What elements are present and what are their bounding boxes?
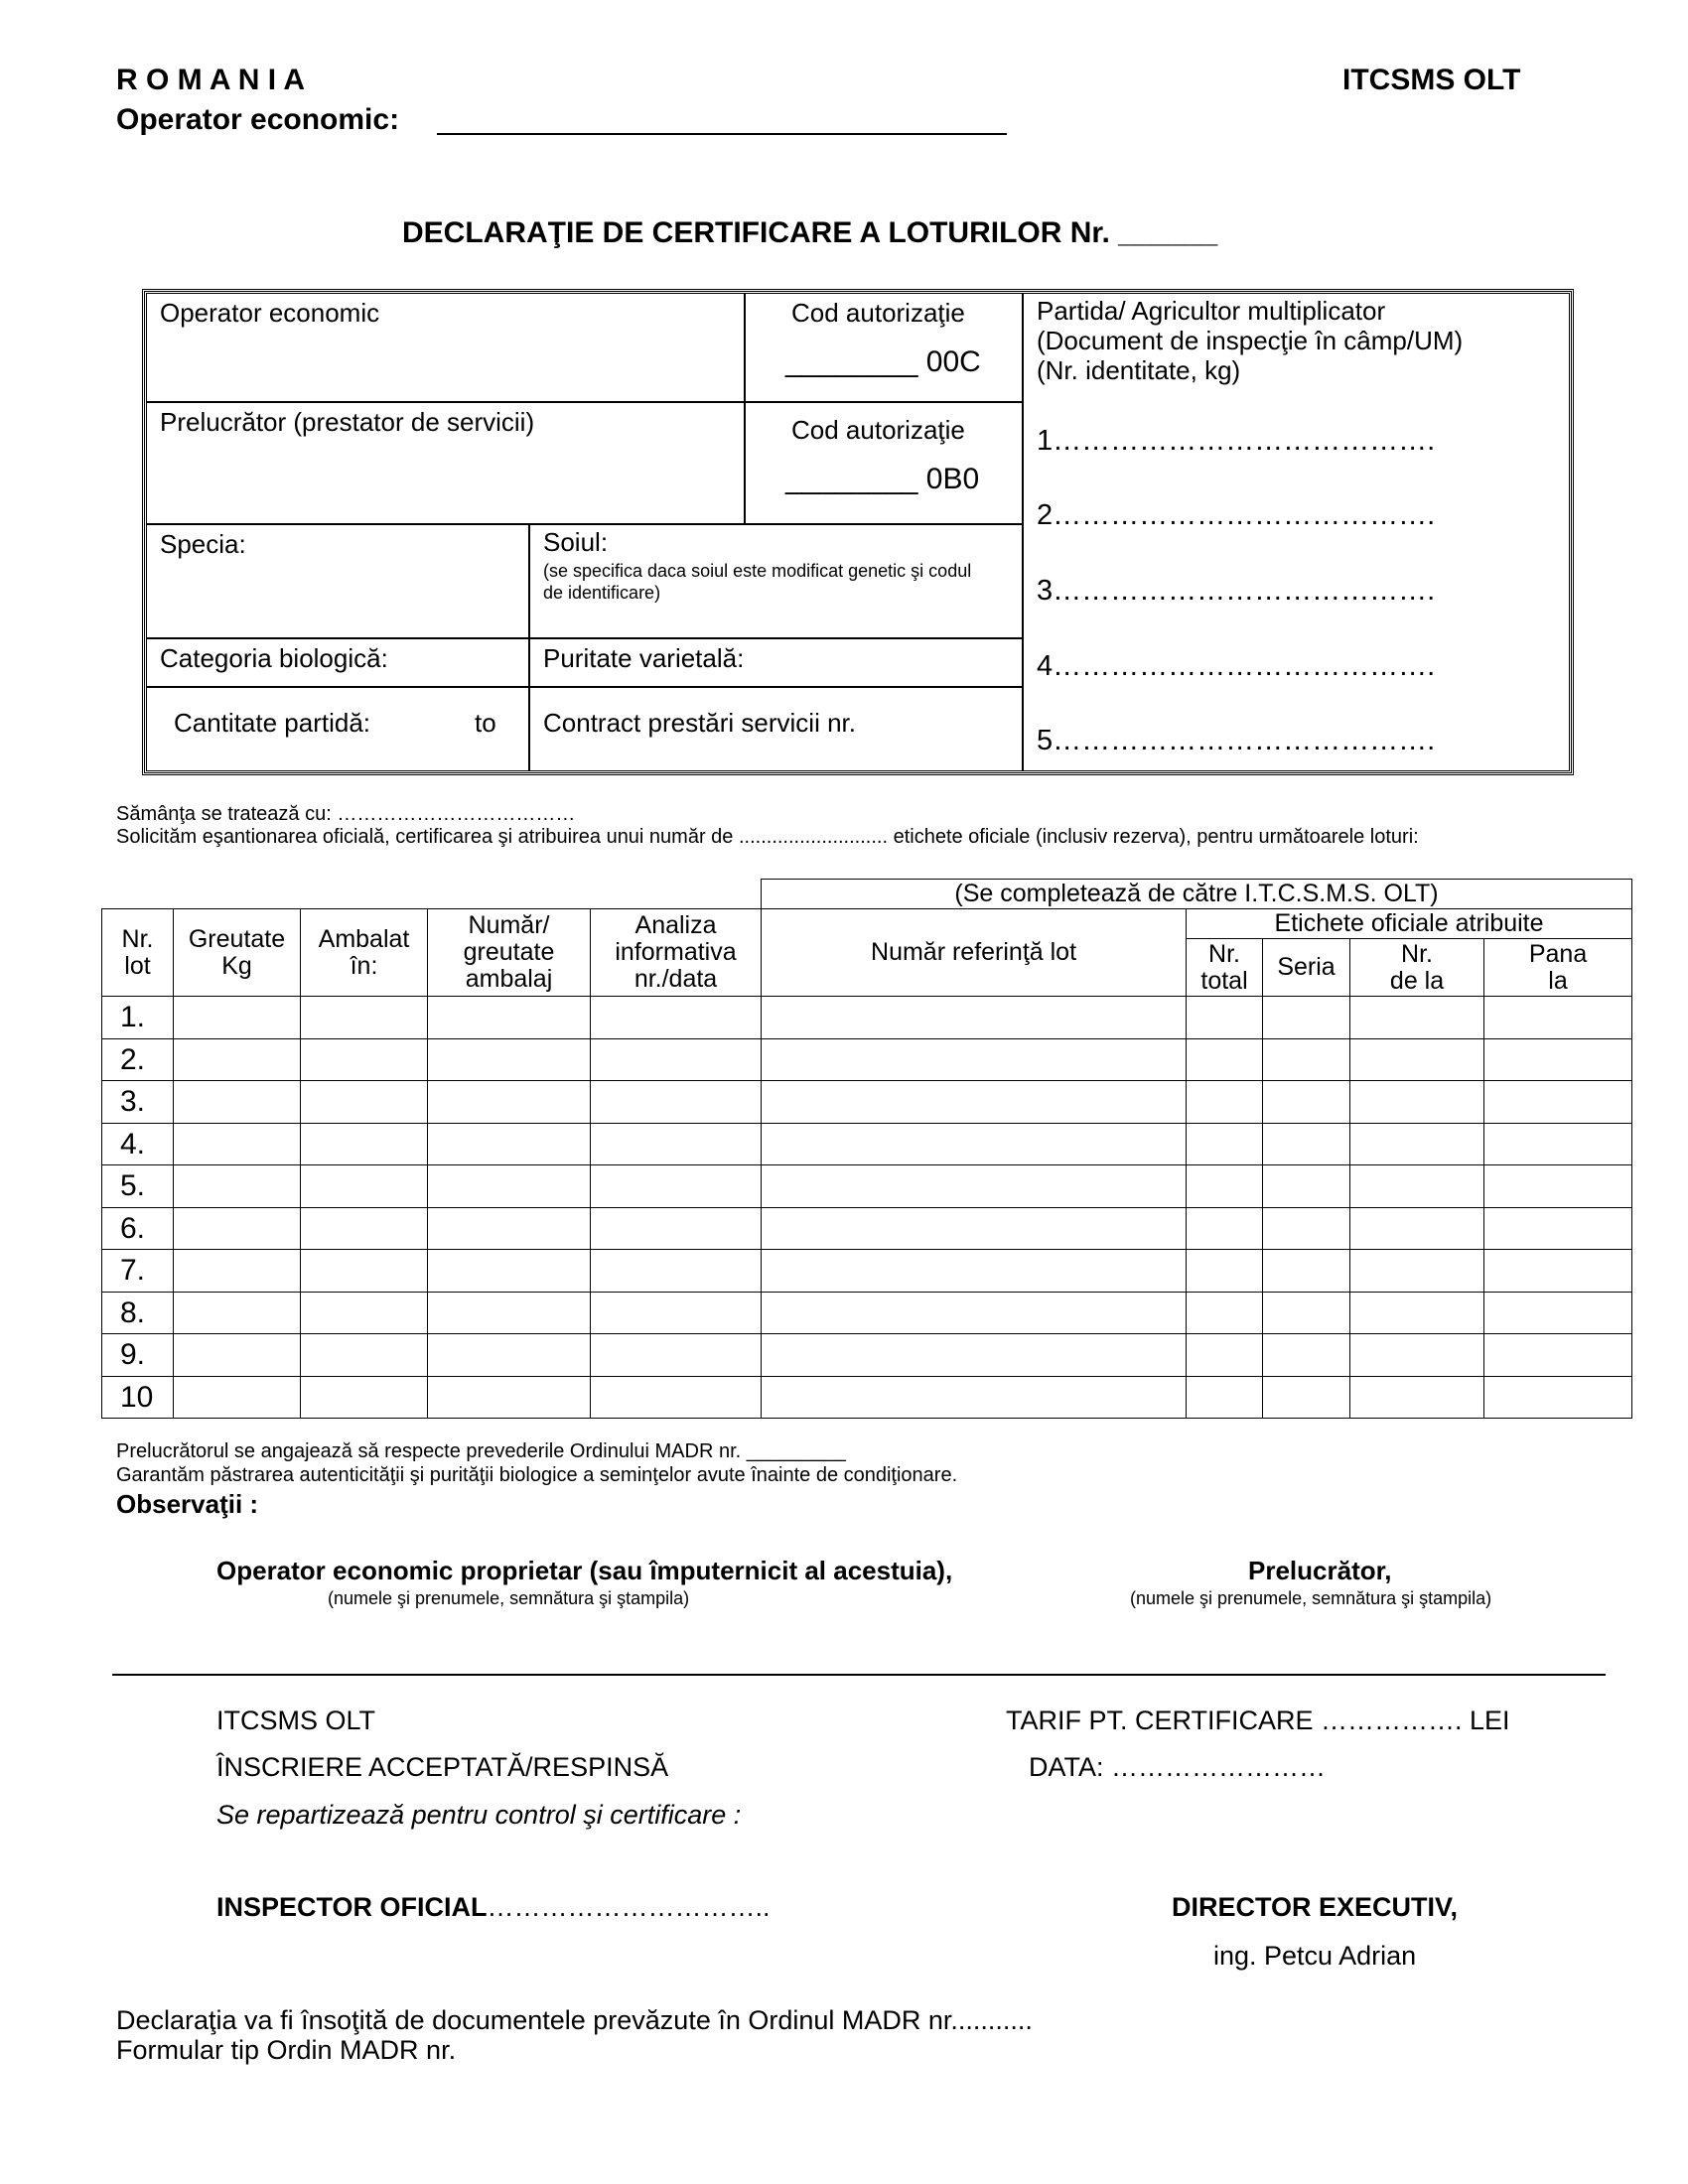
table-cell[interactable] (1484, 1165, 1632, 1208)
table-cell[interactable] (1484, 1250, 1632, 1293)
processor-signature-label: Prelucrător, (1248, 1556, 1392, 1585)
cantitate-unit: to (475, 708, 496, 738)
table-cell[interactable] (1484, 997, 1632, 1039)
table-cell[interactable] (1350, 1165, 1484, 1208)
partida-item-2: 2…………………………………. (1037, 499, 1436, 531)
cod-autorizatie-1-value: ________ 00C (785, 345, 981, 378)
table-cell[interactable] (174, 997, 301, 1039)
table-cell[interactable] (762, 997, 1187, 1039)
table-cell[interactable] (301, 1207, 428, 1250)
table-cell[interactable] (428, 997, 591, 1039)
table-cell[interactable] (1484, 1081, 1632, 1124)
col-ambalat: Ambalat în: (301, 909, 428, 997)
cod-autorizatie-1-cell[interactable] (745, 293, 1023, 402)
cod-autorizatie-2-value: ________ 0B0 (785, 463, 980, 495)
table-cell[interactable] (762, 1376, 1187, 1419)
col-nr-de-la: Nr. de la (1350, 939, 1484, 997)
table-cell[interactable] (428, 1123, 591, 1165)
table-row (102, 1292, 1632, 1334)
col-nr-lot: Nr. lot (102, 909, 174, 997)
prelucrator-cell[interactable] (146, 402, 745, 524)
lot-number: 2. (102, 1038, 174, 1081)
table-cell[interactable] (428, 1292, 591, 1334)
table-cell[interactable] (1187, 1376, 1263, 1419)
inspector-oficial (216, 1892, 771, 1923)
inscriere-status: ÎNSCRIERE ACCEPTATĂ/RESPINSĂ (216, 1752, 669, 1782)
table-cell[interactable] (591, 1123, 762, 1165)
owner-signature-label: Operator economic proprietar (sau împuternicit al acestuia), (216, 1556, 953, 1585)
partida-label-1: Partida/ Agricultor multiplicator (1037, 296, 1386, 326)
partida-label-3: (Nr. identitate, kg) (1037, 355, 1241, 385)
guarantee-note: Garantăm păstrarea autenticităţii şi purităţii biologice a seminţelor avute înainte de condiţionare. (116, 1464, 958, 1486)
cod-autorizatie-2-cell[interactable] (745, 402, 1023, 524)
lot-number: 8. (102, 1292, 174, 1334)
table-cell[interactable] (1187, 997, 1263, 1039)
lot-number: 5. (102, 1165, 174, 1208)
table-row (102, 1165, 1632, 1208)
etichete-header: Etichete oficiale atribuite (1187, 909, 1632, 939)
lot-number: 3. (102, 1081, 174, 1124)
partida-label-2: (Document de inspecţie în câmp/UM) (1037, 326, 1464, 355)
table-row (102, 1207, 1632, 1250)
commit-note: Prelucrătorul se angajează să respecte prevederile Ordinului MADR nr. _________ (116, 1440, 846, 1462)
lot-number: 10 (102, 1376, 174, 1419)
table-cell[interactable] (174, 1081, 301, 1124)
table-cell[interactable] (1350, 1250, 1484, 1293)
table-cell[interactable] (1187, 1292, 1263, 1334)
table-cell[interactable] (1350, 997, 1484, 1039)
cantitate-label: Cantitate partidă: (174, 708, 371, 738)
director-label: DIRECTOR EXECUTIV, (1172, 1892, 1459, 1922)
table-cell[interactable] (301, 1123, 428, 1165)
table-cell[interactable] (591, 1081, 762, 1124)
lot-number: 7. (102, 1250, 174, 1293)
specia-cell[interactable] (146, 524, 529, 638)
table-cell[interactable] (1350, 1123, 1484, 1165)
table-cell[interactable] (762, 1081, 1187, 1124)
table-row (102, 1376, 1632, 1419)
table-cell[interactable] (591, 997, 762, 1039)
table-cell[interactable] (1263, 1123, 1350, 1165)
col-nr-total: Nr. total (1187, 939, 1263, 997)
table-cell[interactable] (1263, 1207, 1350, 1250)
table-cell[interactable] (762, 1334, 1187, 1377)
office-itcsms: ITCSMS OLT (216, 1706, 376, 1735)
table-cell[interactable] (1263, 1292, 1350, 1334)
table-cell[interactable] (1187, 1250, 1263, 1293)
table-cell[interactable] (1484, 1123, 1632, 1165)
table-cell[interactable] (1187, 1123, 1263, 1165)
inspector-dots: ………………………….. (487, 1892, 771, 1922)
operator-economic-cell-label: Operator economic (160, 298, 380, 328)
table-cell[interactable] (174, 1038, 301, 1081)
table-cell[interactable] (591, 1038, 762, 1081)
table-cell[interactable] (591, 1376, 762, 1419)
inspector-label: INSPECTOR OFICIAL (216, 1892, 488, 1922)
itcsms-header: (Se completează de către I.T.C.S.M.S. OLT) (762, 880, 1632, 909)
table-cell[interactable] (301, 1038, 428, 1081)
table-cell[interactable] (1350, 1334, 1484, 1377)
specia-label: Specia: (160, 529, 246, 559)
table-row (102, 1081, 1632, 1124)
table-cell[interactable] (1263, 1334, 1350, 1377)
director-name: ing. Petcu Adrian (1213, 1941, 1417, 1971)
table-cell[interactable] (174, 1334, 301, 1377)
institution-label: ITCSMS OLT (1342, 64, 1521, 96)
table-row (102, 1250, 1632, 1293)
table-cell[interactable] (591, 1250, 762, 1293)
country-label: R O M A N I A (116, 64, 305, 96)
table-cell[interactable] (1263, 1250, 1350, 1293)
table-cell[interactable] (1350, 1081, 1484, 1124)
table-cell[interactable] (1187, 1038, 1263, 1081)
table-cell[interactable] (301, 1292, 428, 1334)
table-cell[interactable] (301, 1081, 428, 1124)
table-blank-corner (102, 880, 762, 909)
table-cell[interactable] (174, 1165, 301, 1208)
closing-line-1: Declaraţia va fi însoţită de documentele prevăzute în Ordinul MADR nr........... (116, 2005, 1033, 2035)
cod-autorizatie-2-label: Cod autorizaţie (791, 415, 965, 445)
table-cell[interactable] (174, 1376, 301, 1419)
col-analiza: Analiza informativa nr./data (591, 909, 762, 997)
table-cell[interactable] (428, 1207, 591, 1250)
table-cell[interactable] (1263, 997, 1350, 1039)
table-cell[interactable] (174, 1123, 301, 1165)
soiul-note-2: de identificare) (543, 583, 661, 603)
lot-number: 4. (102, 1123, 174, 1165)
closing-line-2: Formular tip Ordin MADR nr. (116, 2035, 457, 2065)
table-row (102, 1334, 1632, 1377)
table-cell[interactable] (591, 1292, 762, 1334)
table-cell[interactable] (762, 1207, 1187, 1250)
table-cell[interactable] (1484, 1038, 1632, 1081)
puritate-label: Puritate varietală: (543, 643, 745, 673)
table-cell[interactable] (428, 1334, 591, 1377)
table-row (102, 1123, 1632, 1165)
col-numar-referinta: Număr referinţă lot (762, 909, 1187, 997)
table-row (102, 997, 1632, 1039)
processor-signature-note: (numele şi prenumele, semnătura şi ştampila) (1130, 1588, 1492, 1608)
lot-number: 9. (102, 1334, 174, 1377)
table-cell[interactable] (1350, 1207, 1484, 1250)
table-cell[interactable] (1187, 1207, 1263, 1250)
table-cell[interactable] (301, 1334, 428, 1377)
contract-label: Contract prestări servicii nr. (543, 708, 856, 738)
table-cell[interactable] (1187, 1081, 1263, 1124)
col-greutate: Greutate Kg (174, 909, 301, 997)
table-cell[interactable] (762, 1038, 1187, 1081)
table-cell[interactable] (1484, 1207, 1632, 1250)
contract-cell[interactable] (529, 687, 1023, 771)
col-numar-greutate: Număr/ greutate ambalaj (428, 909, 591, 997)
table-cell[interactable] (301, 997, 428, 1039)
soiul-note-1: (se specifica daca soiul este modificat genetic şi codul (543, 561, 972, 581)
col-pana-la: Pana la (1484, 939, 1632, 997)
partida-cell[interactable] (1023, 293, 1570, 771)
categoria-cell[interactable] (146, 638, 529, 687)
operator-economic-cell[interactable] (146, 293, 745, 402)
lot-number: 1. (102, 997, 174, 1039)
table-cell[interactable] (762, 1250, 1187, 1293)
table-row (102, 1038, 1632, 1081)
table-cell[interactable] (1350, 1038, 1484, 1081)
table-cell[interactable] (428, 1376, 591, 1419)
partida-item-3: 3…………………………………. (1037, 575, 1436, 607)
request-note: Solicităm eşantionarea oficială, certificarea şi atribuirea unui număr de ........................... etichete oficiale (inclusiv rezerva), pentru următoarele loturi: (116, 826, 1419, 848)
partida-item-4: 4…………………………………. (1037, 650, 1436, 682)
prelucrator-label: Prelucrător (prestator de servicii) (160, 407, 535, 437)
table-cell[interactable] (762, 1123, 1187, 1165)
partida-item-1: 1…………………………………. (1037, 425, 1436, 457)
owner-signature-note: (numele şi prenumele, semnătura şi ştampila) (328, 1588, 690, 1608)
table-cell[interactable] (1350, 1292, 1484, 1334)
table-cell[interactable] (1187, 1334, 1263, 1377)
table-cell[interactable] (428, 1081, 591, 1124)
categoria-label: Categoria biologică: (160, 643, 388, 673)
table-cell[interactable] (428, 1165, 591, 1208)
table-cell[interactable] (591, 1207, 762, 1250)
table-cell[interactable] (591, 1334, 762, 1377)
table-cell[interactable] (1263, 1081, 1350, 1124)
table-cell[interactable] (174, 1207, 301, 1250)
table-cell[interactable] (1263, 1038, 1350, 1081)
table-cell[interactable] (301, 1250, 428, 1293)
table-cell[interactable] (301, 1376, 428, 1419)
page-title: DECLARAŢIE DE CERTIFICARE A LOTURILOR Nr. ______ (402, 216, 1218, 249)
cantitate-cell[interactable] (146, 687, 529, 771)
treatment-note: Sămânţa se tratează cu: ……………………………… (116, 803, 576, 825)
table-cell[interactable] (762, 1165, 1187, 1208)
lot-number: 6. (102, 1207, 174, 1250)
table-cell[interactable] (1263, 1376, 1350, 1419)
lots-table (101, 879, 1632, 1419)
table-cell[interactable] (762, 1292, 1187, 1334)
table-cell[interactable] (1484, 1292, 1632, 1334)
soiul-cell[interactable] (529, 524, 1023, 638)
col-seria: Seria (1263, 939, 1350, 997)
operator-economic-line[interactable] (437, 133, 1007, 135)
puritate-cell[interactable] (529, 638, 1023, 687)
partida-item-5: 5…………………………………. (1037, 725, 1436, 756)
cod-autorizatie-1-label: Cod autorizaţie (791, 298, 965, 328)
table-cell[interactable] (1187, 1165, 1263, 1208)
table-cell[interactable] (1350, 1376, 1484, 1419)
table-cell[interactable] (1263, 1165, 1350, 1208)
observatii-label: Observaţii : (116, 1489, 259, 1519)
table-cell[interactable] (591, 1165, 762, 1208)
table-cell[interactable] (1484, 1334, 1632, 1377)
separator-line (112, 1674, 1606, 1676)
tarif-certificare: TARIF PT. CERTIFICARE ……………. LEI (1006, 1706, 1510, 1735)
table-cell[interactable] (428, 1250, 591, 1293)
table-cell[interactable] (428, 1038, 591, 1081)
table-cell[interactable] (301, 1165, 428, 1208)
table-cell[interactable] (174, 1250, 301, 1293)
data-field: DATA: …………………… (1029, 1752, 1327, 1782)
operator-economic-label: Operator economic: (116, 103, 400, 136)
table-cell[interactable] (1484, 1376, 1632, 1419)
table-cell[interactable] (174, 1292, 301, 1334)
soiul-label: Soiul: (543, 527, 609, 557)
repartizare-note: Se repartizează pentru control şi certificare : (216, 1800, 742, 1830)
